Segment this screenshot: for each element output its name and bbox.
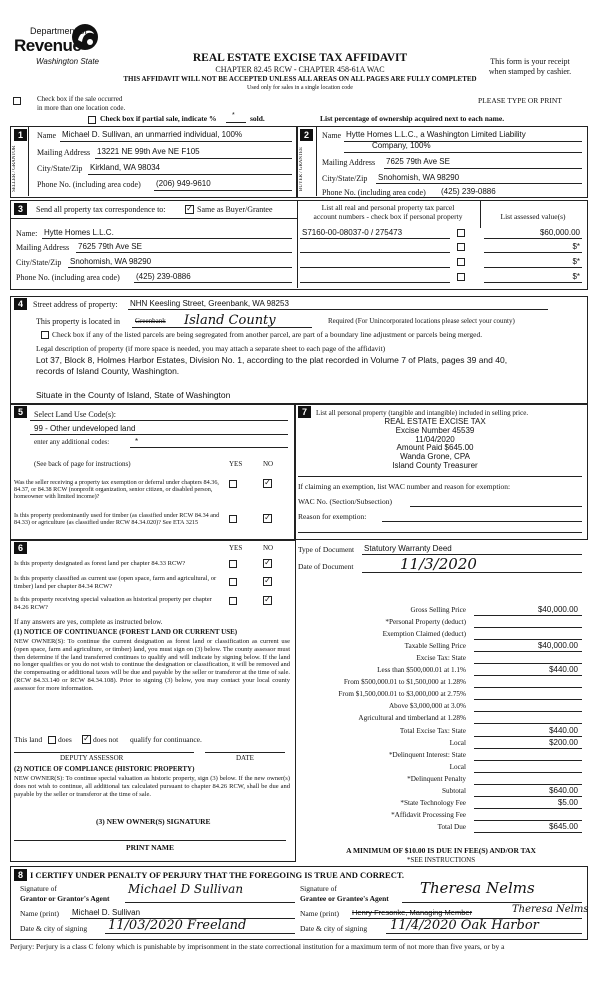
tax-row-label: Total Due <box>437 822 466 831</box>
tax-row-underline <box>474 748 582 749</box>
located-label: This property is located in <box>36 317 120 326</box>
notice2-title: (2) NOTICE OF COMPLIANCE (HISTORIC PROPERTY) <box>14 765 195 773</box>
treasurer-stamp <box>330 418 540 471</box>
seller-name[interactable]: Michael D. Sullivan, an unmarried individual, 100% <box>62 130 243 139</box>
s6-q2-yes[interactable] <box>229 578 237 586</box>
doc-date-label: Date of Document <box>298 562 354 571</box>
reason-label: Reason for exemption: <box>298 512 367 521</box>
partial-sale-checkbox[interactable] <box>88 116 96 124</box>
s6-q3-no[interactable]: ✓ <box>264 595 271 604</box>
s5-q2-yes[interactable] <box>229 515 237 523</box>
assessor-date-label: DATE <box>236 754 254 762</box>
tax-row-label: From $1,500,000.01 to $3,000,000 at 2.75% <box>338 690 466 699</box>
dept-line2: Revenue <box>14 36 82 55</box>
please-type: PLEASE TYPE OR PRINT <box>478 96 562 105</box>
receipt-note-1: This form is your receipt <box>490 57 570 66</box>
s5-q1-no[interactable]: ✓ <box>264 478 271 487</box>
multi-location-checkbox[interactable] <box>13 97 21 105</box>
qualify-label: qualify for continuance. <box>130 735 202 744</box>
grantee-sig-label-1: Signature of <box>300 884 337 893</box>
parcel-1-personal-checkbox[interactable] <box>457 229 465 237</box>
section-8-number: 8 <box>14 869 27 881</box>
tax-row-label: Local <box>449 738 466 747</box>
tax-row-underline <box>474 699 582 700</box>
tax-row-value[interactable]: $440.00 <box>549 665 578 675</box>
s6-question-1: Is this property designated as forest land per chapter 84.33 RCW? <box>14 560 186 567</box>
pct-ownership-note: List percentage of ownership acquired next to each name. <box>320 114 505 123</box>
notice1-text: NEW OWNER(S): To continue the current designation as forest land or classification as current use (open space, farm and agriculture, or timber) land, you must sign on (3) below. The county assessor must then determine if the land transferred continues to qualify and will indicate by signing below. If the land no longer qualifies or you do not wish to continue the designation or classification, it will be removed and the compensating or additional taxes will be due and payable by the seller or transferor at the time of sale. (RCW 84.33.140 or RCW 84.34.108). Prior to signing (3) below, you may contact your local county assessor for more information. <box>14 638 290 692</box>
tax-row-underline <box>474 784 582 785</box>
grantee-sig-label-2: Grantee or Grantee's Agent <box>300 894 389 903</box>
parcel-value-3[interactable]: $* <box>572 257 580 266</box>
additional-codes-label: enter any additional codes: <box>34 438 110 446</box>
print-name-label: PRINT NAME <box>126 843 174 852</box>
s3-mail-label: Mailing Address <box>16 243 70 252</box>
same-as-buyer-label: Same as Buyer/Grantee <box>197 205 273 214</box>
s5-yes-header: YES <box>229 460 243 468</box>
deputy-assessor-label: DEPUTY ASSESSOR <box>60 754 124 762</box>
tax-row-value[interactable]: $645.00 <box>549 821 578 831</box>
s3-city[interactable]: Snohomish, WA 98290 <box>70 257 152 266</box>
s3-mail[interactable]: 7625 79th Ave SE <box>78 242 142 251</box>
segregated-checkbox[interactable] <box>41 331 49 339</box>
parcel-header-2: account numbers - check box if personal property <box>313 212 463 221</box>
legal-desc-1[interactable]: Lot 37, Block 8, Holmes Harbor Estates, Division No. 1, according to the plat recorded in Volume 7 of Plats, pages 39 and 40, <box>36 355 508 365</box>
tax-row-label: *Delinquent Penalty <box>407 774 466 783</box>
tax-row-underline <box>474 675 582 676</box>
s6-q2-no[interactable]: ✓ <box>264 576 271 585</box>
grantee-signature[interactable]: Theresa Nelms <box>420 879 535 897</box>
wac-label: WAC No. (Section/Subsection) <box>298 497 392 506</box>
tax-row-underline <box>474 796 582 797</box>
section-7-number: 7 <box>298 406 311 418</box>
buyer-phone-label: Phone No. (including area code) <box>322 188 426 197</box>
stamp-line-1: REAL ESTATE EXCISE TAX <box>384 417 486 426</box>
grantor-sig-label-2: Grantor or Grantor's Agent <box>20 894 110 903</box>
tax-row-label: From $500,000.01 to $1,500,000 at 1.28% <box>343 678 466 687</box>
seller-side-label: SELLER / GRANTOR <box>12 145 17 193</box>
buyer-side-label: BUYER / GRANTEE <box>299 146 304 192</box>
s3-name-label: Name: <box>16 229 38 238</box>
form-chapter: CHAPTER 82.45 RCW - CHAPTER 458-61A WAC <box>215 65 385 74</box>
seller-name-label: Name <box>37 131 57 140</box>
tax-row-underline <box>474 723 582 724</box>
parcel-header-1: List all real and personal property tax parcel <box>321 203 455 212</box>
tax-row-value[interactable]: $5.00 <box>557 797 578 807</box>
grantor-name-print[interactable]: Michael D. Sullivan <box>72 908 141 917</box>
section-4-number: 4 <box>14 298 27 310</box>
tax-row-value[interactable]: $40,000.00 <box>537 605 578 614</box>
legal-desc-2[interactable]: records of Island County, Washington. <box>36 366 180 376</box>
buyer-mail[interactable]: 7625 79th Ave SE <box>386 157 450 166</box>
required-note: Required (For Unincorporated locations please select your county) <box>328 317 515 325</box>
tax-row-value[interactable]: $640.00 <box>549 785 578 795</box>
legal-label: Legal description of property (if more space is needed, you may attach a separate sheet to each page of the affidavit) <box>36 344 386 353</box>
s3-city-label: City/State/Zip <box>16 258 62 267</box>
multi-location-label-1: Check box if the sale occurred <box>37 95 123 103</box>
s6-yes-header: YES <box>229 544 243 552</box>
s5-q1-yes[interactable] <box>229 480 237 488</box>
form-title: REAL ESTATE EXCISE TAX AFFIDAVIT <box>192 52 408 64</box>
partial-sale-percent[interactable]: * <box>232 112 235 119</box>
section-3-number: 3 <box>14 203 27 215</box>
parcel-4-personal-checkbox[interactable] <box>457 273 465 281</box>
grantor-signature[interactable]: Michael D Sullivan <box>128 882 244 896</box>
s6-question-3: Is this property receiving special valuation as historical property per chapter 84.26 RCW? <box>14 596 212 611</box>
minimum-due: A MINIMUM OF $10.00 IS DUE IN FEE(S) AND/OR TAX <box>346 846 536 855</box>
tax-row-label: Above $3,000,000 at 3.0% <box>388 702 466 711</box>
seller-mail[interactable]: 13221 NE 99th Ave NE F105 <box>97 147 200 156</box>
personal-property-label: List all personal property (tangible and intangible) included in selling price. <box>316 409 529 417</box>
tax-row-label: Subtotal <box>442 786 466 795</box>
tax-row-underline <box>474 687 582 688</box>
dept-line1: Department of <box>30 26 88 36</box>
s6-no-header: NO <box>263 544 274 552</box>
parcel-2-personal-checkbox[interactable] <box>457 243 465 251</box>
section-5-number: 5 <box>14 406 27 418</box>
assessed-header: List assessed value(s) <box>500 212 566 221</box>
this-land-label: This land <box>14 735 43 744</box>
new-owner-signature-label: (3) NEW OWNER(S) SIGNATURE <box>96 817 211 826</box>
s5-q2-no[interactable]: ✓ <box>264 513 271 522</box>
s5-no-header: NO <box>263 460 274 468</box>
receipt-note-2: when stamped by cashier. <box>488 67 572 76</box>
buyer-name-label: Name <box>322 131 342 140</box>
tax-row-label: Excise Tax: State <box>416 654 466 663</box>
see-back-label: (See back of page for instructions) <box>34 460 131 468</box>
section-1-number: 1 <box>14 129 27 141</box>
buyer-city-label: City/State/Zip <box>322 174 368 183</box>
form-warning: THIS AFFIDAVIT WILL NOT BE ACCEPTED UNLESS ALL AREAS ON ALL PAGES ARE FULLY COMPLETED <box>123 75 477 83</box>
buyer-mail-label: Mailing Address <box>322 158 376 167</box>
single-location-note: Used only for sales in a single location code <box>247 85 353 91</box>
seller-mail-label: Mailing Address <box>37 148 91 157</box>
parcel-number-1[interactable]: S7160-00-08037-0 / 275473 <box>302 228 403 237</box>
section-2-number: 2 <box>300 129 313 141</box>
tax-row-underline <box>474 615 582 616</box>
stamp-line-2: Excise Number 45539 <box>395 425 475 435</box>
does-checkbox[interactable] <box>48 736 56 744</box>
parcel-value-4[interactable]: $* <box>572 272 580 281</box>
tax-row-underline <box>474 663 582 664</box>
stamp-line-6: Island County Treasurer <box>392 460 478 470</box>
grantor-name-print-label: Name (print) <box>20 909 59 918</box>
tax-row-underline <box>474 639 582 640</box>
claim-exemption-label: If claiming an exemption, list WAC number and reason for exemption: <box>298 482 511 491</box>
grantor-sig-label-1: Signature of <box>20 884 57 893</box>
same-as-buyer-checkbox[interactable]: ✓ <box>186 204 193 213</box>
land-use-code[interactable]: 99 - Other undeveloped land <box>34 424 136 433</box>
buyer-phone[interactable]: (425) 239-0886 <box>441 187 496 196</box>
tax-row-label: Exemption Claimed (deduct) <box>382 630 466 639</box>
stamp-line-4: Amount Paid $645.00 <box>396 443 474 453</box>
buyer-city[interactable]: Snohomish, WA 98290 <box>378 173 460 182</box>
s5-question-2: Is this property predominantly used for timber (as classified under RCW 84.34 and 84.33) or agriculture (as classified under RCW 84.34.020)? See ETA 3215 <box>14 512 220 526</box>
s5-question-1: Was the seller receiving a property tax exemption or deferral under chapters 84.36, 84.37, or 84.38 RCW (nonprofit organization, senior citizen, or disabled person, homeowner with limited income)? <box>14 479 219 500</box>
tax-row-label: *Personal Property (deduct) <box>385 618 466 627</box>
located-struck: Greenbank <box>135 317 166 325</box>
tax-row-label: *State Technology Fee <box>400 798 466 807</box>
tax-row-value[interactable]: $440.00 <box>549 725 578 735</box>
multi-location-label-2: in more than one location code. <box>37 104 126 112</box>
if-any-yes: If any answers are yes, complete as instructed below. <box>14 618 163 626</box>
tax-row-underline <box>474 627 582 628</box>
grantor-date-label: Date & city of signing <box>20 924 88 933</box>
tax-row-underline <box>474 760 582 761</box>
street-label: Street address of property: <box>33 300 118 309</box>
s6-q1-yes[interactable] <box>229 560 237 568</box>
s3-phone-label: Phone No. (including area code) <box>16 273 120 282</box>
perjury-note: Perjury: Perjury is a class C felony which is punishable by imprisonment in the state correctional institution for a maximum term of not more than five years, or by a <box>10 942 505 951</box>
tax-row-underline <box>474 736 582 737</box>
tax-row-label: Total Excise Tax: State <box>399 726 466 735</box>
buyer-name[interactable]: Hytte Homes L.L.C., a Washington Limited Liability <box>346 130 526 139</box>
see-instructions: *SEE INSTRUCTIONS <box>406 856 476 864</box>
tax-row-label: Gross Selling Price <box>410 606 466 614</box>
grantor-date-city[interactable]: 11/03/2020 Freeland <box>108 918 247 933</box>
notice2-text: NEW OWNER(S): To continue special valuation as historic property, sign (3) below. If the new owner(s) does not wish to continue, all additional tax calculated pursuant to chapter 84.26 RCW, shall be due and payable by the seller or transferor at the time of sale. <box>14 775 290 798</box>
s6-q3-yes[interactable] <box>229 597 237 605</box>
tax-row-underline <box>474 832 582 833</box>
tax-row-label: *Delinquent Interest: State <box>388 750 466 759</box>
grantee-name-struck: Henry Fresonke, Managing Member <box>352 908 473 917</box>
stamp-line-5: Wanda Grone, CPA <box>400 452 470 462</box>
partial-sale-label: Check box if partial sale, indicate % <box>100 114 217 123</box>
tax-row-value[interactable]: $200.00 <box>549 737 578 747</box>
s3-phone[interactable]: (425) 239-0886 <box>136 272 191 281</box>
tax-row-underline <box>474 808 582 809</box>
parcel-value-1[interactable]: $60,000.00 <box>539 228 580 237</box>
correspondence-label: Send all property tax correspondence to: <box>36 205 166 214</box>
stamp-line-3: 11/04/2020 <box>415 434 455 444</box>
located-county[interactable]: Island County <box>184 313 276 328</box>
tax-row-label: Less than $500,000.01 at 1.1% <box>377 666 466 675</box>
tax-row-label: Local <box>449 762 466 771</box>
seller-city[interactable]: Kirkland, WA 98034 <box>90 163 160 172</box>
doc-type[interactable]: Statutory Warranty Deed <box>364 544 452 553</box>
situate-text[interactable]: Situate in the County of Island, State of Washington <box>36 390 231 400</box>
tax-row-underline <box>474 820 582 821</box>
tax-row-underline <box>474 711 582 712</box>
additional-codes[interactable]: * <box>135 437 139 446</box>
street-address[interactable]: NHN Keesling Street, Greenbank, WA 98253 <box>130 299 289 308</box>
tax-row-label: *Affidavit Processing Fee <box>391 810 466 819</box>
grantee-name-hand[interactable]: Theresa Nelms <box>512 904 589 915</box>
tax-row-value[interactable]: $40,000.00 <box>537 641 578 651</box>
section-6-number: 6 <box>14 542 27 554</box>
grantee-date-label: Date & city of signing <box>300 924 368 933</box>
does-not-label: does not <box>93 735 119 744</box>
certify-statement: I CERTIFY UNDER PENALTY OF PERJURY THAT THE FOREGOING IS TRUE AND CORRECT. <box>30 870 405 880</box>
s6-question-2: Is this property classified as current use (open space, farm and agricultural, or timber) land per chapter 84.34 RCW? <box>14 575 217 590</box>
parcel-3-personal-checkbox[interactable] <box>457 258 465 266</box>
tax-row-underline <box>474 772 582 773</box>
dept-line3: Washington State <box>36 57 100 66</box>
s6-q1-no[interactable]: ✓ <box>264 558 271 567</box>
does-label: does <box>58 735 72 744</box>
grantee-date-city[interactable]: 11/4/2020 Oak Harbor <box>390 918 539 933</box>
doc-date[interactable]: 11/3/2020 <box>400 555 477 573</box>
segregated-label: Check box if any of the listed parcels are being segregated from another parcel, are part of a boundary line adjustment or parcels being merged. <box>52 330 483 339</box>
parcel-value-2[interactable]: $* <box>572 242 580 251</box>
grantee-name-print-label: Name (print) <box>300 909 339 918</box>
tax-row-underline <box>474 651 582 652</box>
tax-row-label: Agricultural and timberland at 1.28% <box>358 714 466 723</box>
seller-phone-label: Phone No. (including area code) <box>37 180 141 189</box>
land-use-label: Select Land Use Code(s): <box>34 410 116 419</box>
doc-type-label: Type of Document <box>298 545 355 554</box>
s3-name[interactable]: Hytte Homes L.L.C. <box>44 228 114 237</box>
partial-sale-sold: sold. <box>250 114 265 123</box>
seller-phone[interactable]: (206) 949-9610 <box>156 179 211 188</box>
seller-city-label: City/State/Zip <box>37 164 83 173</box>
buyer-name-2[interactable]: Company, 100% <box>372 141 431 150</box>
tax-row-label: Taxable Selling Price <box>404 642 466 651</box>
notice1-title: (1) NOTICE OF CONTINUANCE (FOREST LAND OR CURRENT USE) <box>14 628 238 636</box>
does-not-checkbox[interactable]: ✓ <box>83 734 90 743</box>
